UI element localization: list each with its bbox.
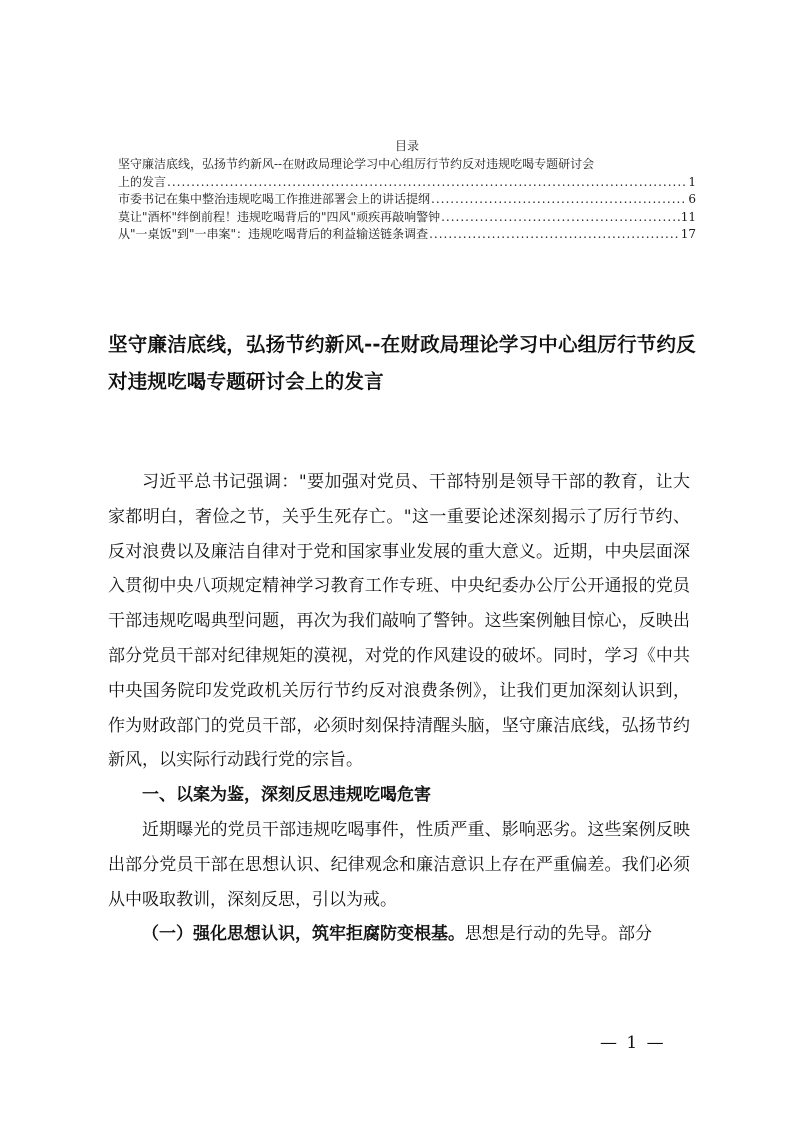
toc-entry-title: 从"一桌饭"到"一串案"：违规吃喝背后的利益输送链条调查 <box>118 227 429 242</box>
document-title: 坚守廉洁底线，弘扬节约新风--在财政局理论学习中心组厉行节约反对违规吃喝专题研讨会上的发言 <box>108 333 696 393</box>
toc-entry-1[interactable] <box>118 174 696 191</box>
subsection-heading-1: （一）强化思想认识，筑牢拒腐防变根基。 <box>142 924 465 945</box>
table-of-contents <box>118 138 696 243</box>
document-body <box>108 465 690 952</box>
subsection-text-1: 思想是行动的先导。部分 <box>465 924 652 945</box>
page-number: — 1 — <box>600 1033 666 1053</box>
toc-entry-3[interactable] <box>118 209 696 226</box>
toc-entry-4[interactable] <box>118 226 696 243</box>
toc-entry-title: 上的发言 <box>118 174 167 189</box>
toc-leader-dots <box>429 226 680 243</box>
toc-entry-2[interactable] <box>118 191 696 208</box>
toc-entry-page: 11 <box>680 209 696 224</box>
toc-leader-dots <box>431 191 687 208</box>
toc-entry-page: 1 <box>688 174 696 189</box>
section-heading-1: 一、以案为鉴，深刻反思违规吃喝危害 <box>142 785 431 806</box>
toc-entry-page: 17 <box>680 227 696 242</box>
paragraph-intro: 习近平总书记强调："要加强对党员、干部特别是领导干部的教育，让大家都明白，奢俭之节，关乎生死存亡。"这一重要论述深刻揭示了厉行节约、反对浪费以及廉洁自律对于党和国家事业发展的重大意义。近期，中央层面深入贯彻中央八项规定精神学习教育工作专班、中央纪委办公厅公开通报的党员干部违规吃喝典型问题，再次为我们敲响了警钟。这些案例触目惊心，反映出部分党员干部对纪律规矩的漠视，对党的作风建设的破坏。同时，学习《中共中央国务院印发党政机关厉行节约反对浪费条例》，让我们更加深刻认识到，作为财政部门的党员干部，必须时刻保持清醒头脑，坚守廉洁底线，弘扬节约新风，以实际行动践行党的宗旨。 <box>108 472 690 771</box>
toc-entry-title: 市委书记在集中整治违规吃喝工作推进部署会上的讲话提纲 <box>118 192 431 207</box>
toc-entry-title: 莫让"酒杯"绊倒前程！违规吃喝背后的"四风"顽疾再敲响警钟 <box>118 209 441 224</box>
toc-entry-1-line1[interactable]: 坚守廉洁底线，弘扬节约新风--在财政局理论学习中心组厉行节约反对违规吃喝专题研讨会 <box>118 157 595 172</box>
toc-leader-dots <box>167 174 687 191</box>
paragraph-section-1: 近期曝光的党员干部违规吃喝事件，性质严重、影响恶劣。这些案例反映出部分党员干部在思想认识、纪律观念和廉洁意识上存在严重偏差。我们必须从中吸取教训，深刻反思，引以为戒。 <box>108 819 690 910</box>
paragraph-subsection-1 <box>108 917 690 952</box>
toc-entry-page: 6 <box>688 192 696 207</box>
toc-leader-dots <box>441 209 680 226</box>
toc-heading: 目录 <box>394 139 419 153</box>
